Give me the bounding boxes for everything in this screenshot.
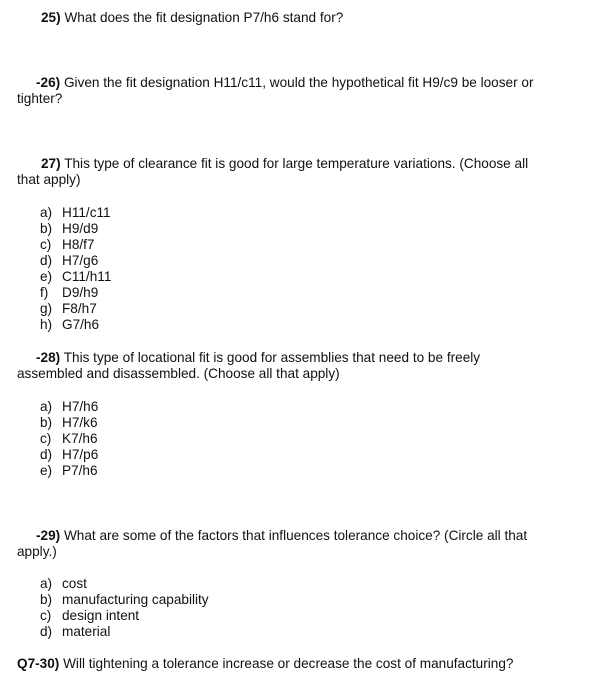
option-item: c) H8/f7	[40, 237, 95, 252]
question-text: What are some of the factors that influences tolerance choice? (Circle all that	[63, 528, 528, 543]
option-item: b) H7/k6	[40, 415, 98, 430]
question-number: 27)	[41, 156, 61, 171]
question-text: This type of clearance fit is good for large temperature variations. (Choose all	[64, 156, 529, 171]
question-number: -28)	[36, 350, 61, 365]
question-29-line2: apply.)	[17, 544, 57, 559]
question-number: -26)	[36, 75, 61, 90]
question-text: This type of locational fit is good for assemblies that need to be freely	[63, 350, 481, 365]
option-item: d) H7/g6	[40, 253, 99, 268]
option-item: e) C11/h11	[40, 269, 112, 284]
question-number: Q7-30)	[17, 656, 60, 671]
option-item: a) H11/c11	[40, 205, 111, 220]
option-item: c) K7/h6	[40, 431, 98, 446]
option-item: c) design intent	[40, 608, 140, 623]
question-28-line1	[36, 350, 480, 366]
question-text: What does the fit designation P7/h6 stand for?	[64, 10, 344, 25]
option-item: a) H7/h6	[40, 399, 99, 414]
option-item: d) H7/p6	[40, 447, 99, 462]
question-text: Will tightening a tolerance increase or decrease the cost of manufacturing?	[63, 656, 514, 671]
option-item: d) material	[40, 624, 111, 639]
question-27-line1	[41, 156, 528, 172]
question-27-line2: that apply)	[17, 172, 81, 187]
option-item: h) G7/h6	[40, 317, 100, 332]
question-29-line1	[36, 528, 527, 544]
option-item: b) H9/d9	[40, 221, 99, 236]
option-item: g) F8/h7	[40, 301, 97, 316]
question-number: -29)	[36, 528, 61, 543]
question-26-line2: tighter?	[17, 91, 63, 106]
option-item: b) manufacturing capability	[40, 592, 209, 607]
question-26-line1	[36, 75, 533, 91]
question-text: Given the fit designation H11/c11, would the hypothetical fit H9/c9 be looser or	[63, 75, 534, 90]
option-item: e) P7/h6	[40, 463, 98, 478]
question-28-line2: assembled and disassembled. (Choose all that apply)	[17, 366, 340, 381]
question-number: 25)	[41, 10, 61, 25]
option-item: f) D9/h9	[40, 285, 99, 300]
question-25	[41, 10, 343, 26]
option-item: a) cost	[40, 576, 87, 591]
question-30	[17, 656, 513, 672]
